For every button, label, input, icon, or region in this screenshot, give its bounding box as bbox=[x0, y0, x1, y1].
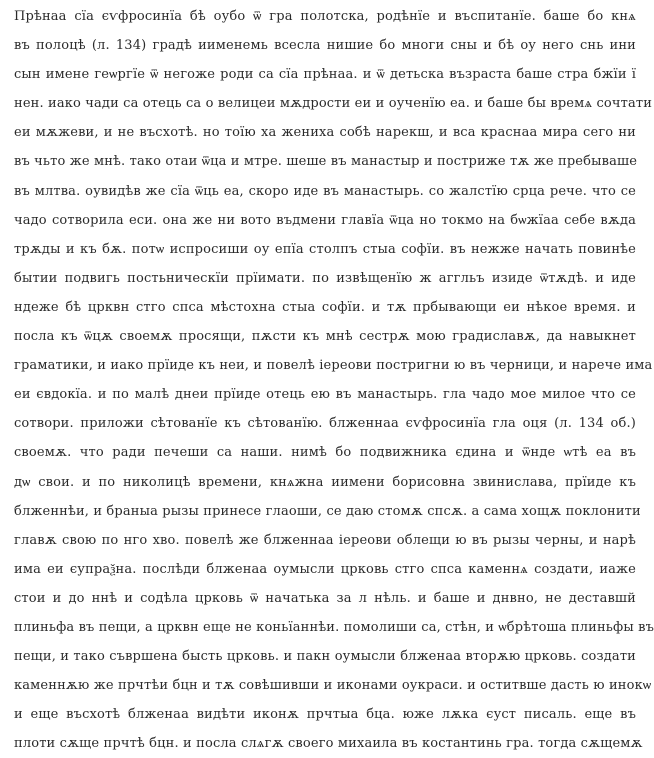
text-line: главѫ свою по нго хво. повелѣ же блженнаа iереови облещи ю въ рызы черны, и нарѣ bbox=[14, 532, 636, 548]
text-line: стои и до ннѣ и содѣла црковь ѿ начатька за л нѣль. и баше и днвно, не дестaвшй bbox=[14, 590, 636, 606]
manuscript-page bbox=[14, 2, 654, 752]
text-line: въ полоцѣ (л. 134) градѣ иименемь всесла нишие бо многи сны и бѣ оу него снь ини bbox=[14, 38, 636, 54]
text-line: Прѣнаа сїа єѵфросинїа бѣ оубо ѿ гра полотска, родѣнїе и въспитанїе. баше бо кнѧ bbox=[14, 9, 636, 24]
text-line: трѫды и къ бѫ. потѡ испросиши оу епїа столпъ стыа софїи. въ нежже начать повинѣе bbox=[14, 241, 636, 257]
text-line: граматики, и иако прїиде къ неи, и повелѣ iереови постригни ю въ черници, и нарече има bbox=[14, 358, 653, 374]
text-line: сотвори. приложи сѣтованїе къ сѣтованїю. блженнаа єѵфросинїа гла оця (л. 134 об.) bbox=[14, 416, 636, 432]
text-line: и еще въсхотѣ блженаа видѣти иконѫ прчтыа бца. юже лѫка єуст писаль. еще въ bbox=[14, 707, 636, 723]
text-line: бытии подвигь постьническїи прїимати. по извѣщенїю ж аггльъ изиде ѿтѫдѣ. и иде bbox=[14, 270, 636, 286]
text-line: еи мѫжеви, и не въсхотѣ. но тоїю ха жениха собѣ нарекш, и вса краснаа мира сего ни bbox=[14, 125, 636, 141]
text-line: дѡ свои. и по николицѣ времени, кнѧжна иимени борисовна звиниславa, прїиде къ bbox=[14, 474, 636, 490]
text-line: въ млтва. оувидѣв же сїа ѿць еа, скоро иде въ манастырь. со жалстїю срца рече. что се bbox=[14, 183, 636, 199]
text-line: плиньфа въ пещи, а црквн еще не коньїаннѣи. помолиши са, стѣн, и ѡбрѣтоша плиньфы въ bbox=[14, 619, 654, 635]
text-line: чадо сотворила еси. она же ни вото въдмени главїа ѿца но токмо на бѡжїаа себе вѫда bbox=[14, 212, 636, 228]
text-line: блженнѣи, и браныа рызы принесе глаоши, се даю стомѫ спсѫ. а сама хощѫ поклонити bbox=[14, 503, 641, 519]
text-line: плоти сѫще прчтѣ бцн. и посла слѧгѫ своего михаила въ костантинь гра. тогда сѫщемѫ bbox=[14, 736, 643, 752]
text-line: има еи єупраѯна. послѣди блженаа оумысли црковь стго спса каменнѧ создати, иаже bbox=[14, 561, 636, 577]
text-line: каменнѫю же прчтѣи бцн и тѫ совѣшивши и иконами оукраси. и оститвше дасть ю инокѡ bbox=[14, 678, 652, 694]
text-line: ндеже бѣ црквн стго спса мѣстохна стыа софїи. и тѫ прбывающи еи нѣкое время. и bbox=[14, 299, 636, 315]
text-line: еи євдокїа. и по малѣ днеи прїиде отець ею въ манастырь. гла чадо мое милое что се bbox=[14, 387, 636, 403]
text-line: нен. иако чади са отець са о велицеи мѫдрости еи и оученїю еа. и баше бы времѧ сочтати bbox=[14, 96, 653, 112]
text-line: посла къ ѿцѫ своемѫ просящи, пѫсти къ мнѣ сестрѫ мою градиславѫ, да навыкнет bbox=[14, 329, 636, 345]
text-line: въ чьто же мнѣ. тако отаи ѿца и мтре. шеше въ манастыр и постриже тѫ же пребываше bbox=[14, 154, 638, 170]
text-line: своемѫ. что ради печеши са наши. нимѣ бо подвижника єдина и ѿнде ѡтѣ еа въ bbox=[14, 445, 636, 461]
text-line: пещи, и тако съвршена бысть црковь. и пакн оумысли блженаа вторѫю црковь. создати bbox=[14, 649, 636, 665]
text-line: сын имене геѡргїе ѿ негоже роди са сїа прѣнаа. и ѿ детьска възраста баше стра бжїи ї bbox=[14, 67, 636, 83]
